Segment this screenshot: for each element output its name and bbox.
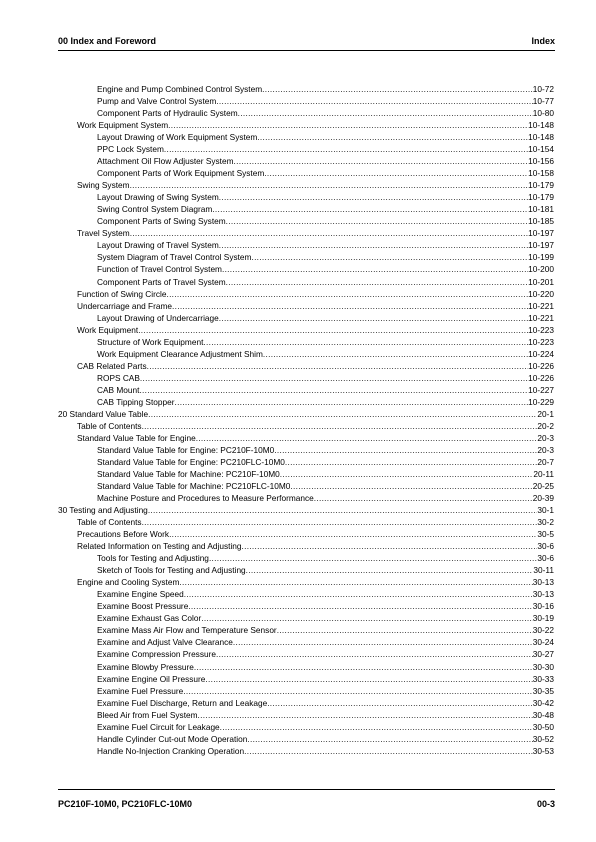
toc-entry-title: Standard Value Table for Engine: PC210F-10M0 <box>97 444 275 455</box>
toc-entry-page: 30-1 <box>537 505 554 516</box>
toc-entry[interactable] <box>58 721 554 733</box>
toc-entry-title: CAB Mount <box>97 384 140 395</box>
toc-entry-page: 10-156 <box>528 156 554 167</box>
footer-model-numbers: PC210F-10M0, PC210FLC-10M0 <box>58 799 193 809</box>
toc-entry-title: Undercarriage and Frame <box>77 300 172 311</box>
toc-entry-page: 30-48 <box>532 709 554 720</box>
toc-entry-page: 30-52 <box>532 733 554 744</box>
dot-leader <box>147 360 529 372</box>
toc-entry-page: 20-7 <box>537 456 554 467</box>
dot-leader <box>194 661 533 673</box>
footer-rule <box>58 789 555 790</box>
toc-entry-page: 30-5 <box>537 529 554 540</box>
toc-entry-title: Machine Posture and Procedures to Measure Performance <box>97 493 314 504</box>
toc-entry-page: 30-13 <box>532 589 554 600</box>
dot-leader <box>196 432 538 444</box>
toc-entry-page: 10-199 <box>528 252 554 263</box>
toc-entry-page: 30-16 <box>532 601 554 612</box>
dot-leader <box>130 179 529 191</box>
toc-entry[interactable] <box>58 624 554 636</box>
toc-entry-page: 30-27 <box>532 649 554 660</box>
dot-leader <box>142 516 538 528</box>
toc-entry-page: 10-148 <box>528 132 554 143</box>
toc-entry-page: 10-197 <box>528 228 554 239</box>
toc-entry-page: 10-201 <box>528 276 554 287</box>
toc-entry[interactable] <box>58 528 554 540</box>
toc-entry-page: 30-13 <box>532 577 554 588</box>
dot-leader <box>277 624 533 636</box>
dot-leader <box>263 348 528 360</box>
toc-entry-title: Table of Contents <box>77 420 142 431</box>
toc-entry-title: Swing System <box>77 180 130 191</box>
toc-entry[interactable] <box>58 83 554 95</box>
toc-entry-title: Examine Engine Oil Pressure <box>97 673 206 684</box>
dot-leader <box>242 540 538 552</box>
toc-entry-page: 30-19 <box>532 613 554 624</box>
dot-leader <box>257 131 528 143</box>
toc-entry-page: 30-50 <box>532 721 554 732</box>
toc-entry-page: 10-220 <box>528 288 554 299</box>
toc-entry[interactable] <box>58 348 554 360</box>
toc-entry-page: 30-33 <box>532 673 554 684</box>
toc-entry-title: Sketch of Tools for Testing and Adjusting <box>97 565 246 576</box>
dot-leader <box>285 456 538 468</box>
dot-leader <box>209 552 537 564</box>
toc-entry-title: Structure of Work Equipment <box>97 336 204 347</box>
dot-leader <box>130 227 528 239</box>
toc-entry-title: Examine Fuel Discharge, Return and Leakage <box>97 697 268 708</box>
toc-entry-page: 10-72 <box>532 84 554 94</box>
dot-leader <box>246 564 534 576</box>
toc-entry[interactable] <box>58 131 554 143</box>
toc-entry-page: 10-179 <box>528 192 554 203</box>
dot-leader <box>201 612 533 624</box>
toc-entry[interactable] <box>58 95 554 107</box>
toc-entry-title: Standard Value Table for Engine: PC210FLC-10M0 <box>97 456 285 467</box>
dot-leader <box>216 95 532 107</box>
toc-entry-title: Examine Fuel Circuit for Leakage <box>97 721 220 732</box>
toc-entry-title: Component Parts of Work Equipment System <box>97 168 265 179</box>
toc-entry-title: Work Equipment Clearance Adjustment Shim <box>97 348 263 359</box>
toc-entry-page: 30-22 <box>532 625 554 636</box>
dot-leader <box>168 119 528 131</box>
toc-entry-page: 30-11 <box>533 565 554 576</box>
toc-entry-title: Component Parts of Swing System <box>97 216 226 227</box>
toc-entry-title: Function of Swing Circle <box>77 288 167 299</box>
toc-entry[interactable] <box>58 191 554 203</box>
toc-entry[interactable] <box>58 661 554 673</box>
dot-leader <box>142 420 538 432</box>
toc-entry[interactable] <box>58 564 554 576</box>
toc-entry[interactable] <box>58 372 554 384</box>
toc-entry-page: 30-42 <box>532 697 554 708</box>
toc-entry[interactable] <box>58 648 554 660</box>
dot-leader <box>203 336 528 348</box>
header-chapter-title: Index <box>531 36 555 46</box>
dot-leader <box>290 480 532 492</box>
toc-entry-page: 10-226 <box>528 372 554 383</box>
toc-entry-page: 30-24 <box>532 637 554 648</box>
toc-entry[interactable] <box>58 288 554 300</box>
toc-entry[interactable] <box>58 709 554 721</box>
dot-leader <box>226 215 528 227</box>
toc-entry[interactable] <box>58 612 554 624</box>
toc-entry[interactable] <box>58 107 554 119</box>
toc-entry-page: 20-11 <box>533 469 554 479</box>
toc-entry-page: 10-197 <box>528 240 554 251</box>
dot-leader <box>216 648 533 660</box>
toc-entry[interactable] <box>58 540 554 552</box>
dot-leader <box>238 107 533 119</box>
dot-leader <box>184 588 533 600</box>
toc-entry-title: 30 Testing and Adjusting <box>58 505 148 516</box>
toc-entry-page: 30-30 <box>532 661 554 672</box>
toc-entry-title: Attachment Oil Flow Adjuster System <box>97 156 234 167</box>
toc-entry-page: 10-185 <box>528 216 554 227</box>
toc-entry-title: Examine Mass Air Flow and Temperature Sensor <box>97 625 277 636</box>
toc-entry[interactable] <box>58 420 554 432</box>
dot-leader <box>280 468 534 480</box>
toc-entry-page: 10-226 <box>528 360 554 371</box>
toc-entry-title: Layout Drawing of Travel System <box>97 240 219 251</box>
toc-entry-title: 20 Standard Value Table <box>58 408 149 419</box>
toc-entry-title: Engine and Pump Combined Control System <box>97 84 263 94</box>
toc-entry-page: 30-2 <box>537 517 554 528</box>
toc-entry[interactable] <box>58 203 554 215</box>
toc-entry[interactable] <box>58 408 554 420</box>
toc-entry-title: Handle No-Injection Cranking Operation <box>97 745 245 756</box>
toc-entry[interactable] <box>58 396 554 408</box>
toc-entry-page: 10-77 <box>532 96 554 107</box>
toc-entry-page: 10-179 <box>528 180 554 191</box>
toc-entry-page: 10-223 <box>528 324 554 335</box>
dot-leader <box>314 492 533 504</box>
toc-entry[interactable] <box>58 179 554 191</box>
toc-entry[interactable] <box>58 552 554 564</box>
dot-leader <box>219 239 528 251</box>
dot-leader <box>267 697 533 709</box>
dot-leader <box>166 288 528 300</box>
toc-entry-title: Tools for Testing and Adjusting <box>97 553 209 564</box>
dot-leader <box>244 745 533 757</box>
toc-entry[interactable] <box>58 636 554 648</box>
toc-entry-title: Travel System <box>77 228 130 239</box>
toc-entry-title: System Diagram of Travel Control System <box>97 252 252 263</box>
toc-entry-title: Layout Drawing of Undercarriage <box>97 312 219 323</box>
toc-entry-page: 30-53 <box>532 745 554 756</box>
toc-entry[interactable] <box>58 673 554 685</box>
toc-entry-title: Component Parts of Hydraulic System <box>97 108 238 119</box>
toc-entry[interactable] <box>58 504 554 516</box>
toc-entry[interactable] <box>58 239 554 251</box>
toc-entry-page: 10-80 <box>532 108 554 119</box>
dot-leader <box>274 444 537 456</box>
dot-leader <box>262 83 533 95</box>
toc-entry-page: 10-221 <box>528 300 554 311</box>
dot-leader <box>251 251 528 263</box>
toc-entry[interactable] <box>58 697 554 709</box>
toc-entry-title: Layout Drawing of Work Equipment System <box>97 132 258 143</box>
toc-entry-title: Standard Value Table for Engine <box>77 432 196 443</box>
toc-entry-title: Examine Engine Speed <box>97 589 184 600</box>
toc-entry-title: Work Equipment System <box>77 120 169 131</box>
toc-entry-page: 20-39 <box>532 493 554 504</box>
dot-leader <box>138 324 528 336</box>
toc-entry[interactable] <box>58 384 554 396</box>
toc-entry-title: Pump and Valve Control System <box>97 96 217 107</box>
toc-entry-page: 30-6 <box>537 541 554 552</box>
toc-entry[interactable] <box>58 336 554 348</box>
dot-leader <box>264 167 528 179</box>
toc-entry-page: 20-1 <box>537 408 554 419</box>
toc-entry[interactable] <box>58 300 554 312</box>
toc-entry-title: Examine Boost Pressure <box>97 601 189 612</box>
dot-leader <box>198 709 533 721</box>
toc-entry-title: Function of Travel Control System <box>97 264 222 275</box>
toc-entry-title: CAB Tipping Stopper <box>97 396 175 407</box>
toc-entry[interactable] <box>58 312 554 324</box>
toc-entry[interactable] <box>58 492 554 504</box>
dot-leader <box>179 576 532 588</box>
toc-entry-page: 10-148 <box>528 120 554 131</box>
toc-entry-page: 20-3 <box>537 432 554 443</box>
toc-entry-title: Related Information on Testing and Adjusting <box>77 541 242 552</box>
toc-entry[interactable] <box>58 588 554 600</box>
toc-entry-title: Standard Value Table for Machine: PC210F-10M0 <box>97 469 280 479</box>
toc-entry-title: Layout Drawing of Swing System <box>97 192 219 203</box>
dot-leader <box>172 300 528 312</box>
toc-entry[interactable] <box>58 745 554 757</box>
toc-entry-title: Examine Fuel Pressure <box>97 685 184 696</box>
toc-entry-page: 10-221 <box>528 312 554 323</box>
dot-leader <box>222 263 528 275</box>
dot-leader <box>220 721 533 733</box>
toc-entry[interactable] <box>58 480 554 492</box>
dot-leader <box>174 396 528 408</box>
toc-entry-title: Precautions Before Work <box>77 529 170 540</box>
toc-entry[interactable] <box>58 360 554 372</box>
dot-leader <box>219 191 528 203</box>
toc-entry-title: Bleed Air from Fuel System <box>97 709 198 720</box>
dot-leader <box>183 685 533 697</box>
toc-entry-page: 10-200 <box>528 264 554 275</box>
dot-leader <box>188 600 532 612</box>
toc-entry-page: 10-224 <box>528 348 554 359</box>
dot-leader <box>219 312 528 324</box>
toc-entry-page: 10-181 <box>528 204 554 215</box>
toc-entry-title: Examine Blowby Pressure <box>97 661 194 672</box>
toc-entry-page: 20-2 <box>537 420 554 431</box>
dot-leader <box>139 384 528 396</box>
toc-entry[interactable] <box>58 251 554 263</box>
toc-entry[interactable] <box>58 324 554 336</box>
toc-entry-title: Component Parts of Travel System <box>97 276 226 287</box>
toc-entry[interactable] <box>58 516 554 528</box>
toc-entry-title: Swing Control System Diagram <box>97 204 213 215</box>
toc-entry-title: ROPS CAB <box>97 372 140 383</box>
toc-entry[interactable] <box>58 263 554 275</box>
toc-entry[interactable] <box>58 444 554 456</box>
toc-entry[interactable] <box>58 432 554 444</box>
toc-entry[interactable] <box>58 167 554 179</box>
toc-entry-page: 10-229 <box>528 396 554 407</box>
footer-page-number: 00-3 <box>536 799 555 809</box>
dot-leader <box>148 408 537 420</box>
toc-entry-page: 10-158 <box>528 168 554 179</box>
dot-leader <box>234 155 529 167</box>
toc-entry-title: Table of Contents <box>77 517 142 528</box>
toc-entry[interactable] <box>58 276 554 288</box>
toc-entry[interactable] <box>58 227 554 239</box>
toc-entry[interactable] <box>58 468 554 480</box>
toc-entry-title: Work Equipment <box>77 324 139 335</box>
toc-entry-page: 10-227 <box>528 384 554 395</box>
toc-entry[interactable] <box>58 456 554 468</box>
dot-leader <box>148 504 538 516</box>
toc-entry[interactable] <box>58 215 554 227</box>
toc-entry[interactable] <box>58 733 554 745</box>
dot-leader <box>233 636 533 648</box>
dot-leader <box>164 143 528 155</box>
header-section-title: 00 Index and Foreword <box>58 36 157 46</box>
toc-entry[interactable] <box>58 600 554 612</box>
toc-entry[interactable] <box>58 155 554 167</box>
toc-entry-page: 30-6 <box>537 553 554 564</box>
toc-entry-title: Standard Value Table for Machine: PC210FLC-10M0 <box>97 481 291 492</box>
dot-leader <box>226 276 529 288</box>
table-of-contents <box>58 83 554 757</box>
toc-entry-title: Engine and Cooling System <box>77 577 180 588</box>
toc-entry-title: Examine and Adjust Valve Clearance <box>97 637 233 648</box>
toc-entry-page: 20-3 <box>537 444 554 455</box>
toc-entry-title: Examine Exhaust Gas Color <box>97 613 202 624</box>
toc-entry[interactable] <box>58 143 554 155</box>
toc-entry-title: Handle Cylinder Cut-out Mode Operation <box>97 733 248 744</box>
toc-entry[interactable] <box>58 576 554 588</box>
header-rule <box>58 50 555 51</box>
toc-entry[interactable] <box>58 119 554 131</box>
toc-entry-page: 10-154 <box>528 144 554 155</box>
dot-leader <box>247 733 532 745</box>
dot-leader <box>205 673 532 685</box>
dot-leader <box>140 372 528 384</box>
toc-entry-title: PPC Lock System <box>97 144 164 155</box>
toc-entry-title: CAB Related Parts <box>77 360 147 371</box>
dot-leader <box>212 203 528 215</box>
toc-entry[interactable] <box>58 685 554 697</box>
toc-entry-page: 10-223 <box>528 336 554 347</box>
toc-entry-page: 30-35 <box>532 685 554 696</box>
dot-leader <box>169 528 537 540</box>
page-footer <box>58 799 555 813</box>
toc-entry-page: 20-25 <box>532 481 554 492</box>
toc-entry-title: Examine Compression Pressure <box>97 649 216 660</box>
